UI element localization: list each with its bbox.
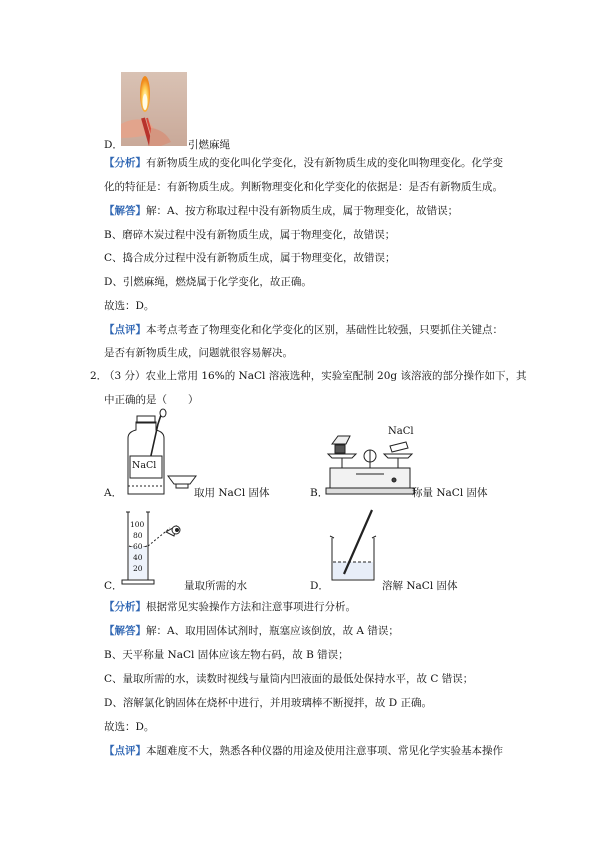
- answer-tag: 【解答】: [104, 205, 146, 217]
- comment-2-line1: 【点评】本题难度不大，熟悉各种仪器的用途及使用注意事项、常见化学实验基本操作: [104, 745, 503, 757]
- option-letter-a: A．: [104, 487, 123, 499]
- option-letter-d2: D．: [310, 580, 329, 592]
- answer-2-line3: C、量取所需的水，读数时视线与量筒内凹液面的最低处保持水平，故 C 错误；: [104, 673, 474, 685]
- figure-option-c: [120, 506, 192, 586]
- comment-tag: 【点评】: [104, 324, 146, 336]
- option-letter-b: B．: [310, 487, 329, 499]
- question-2-line2: 中正确的是（ ）: [104, 394, 199, 406]
- cylinder-tick-60: 60: [133, 542, 143, 551]
- option-caption-d: 引燃麻绳: [188, 139, 230, 151]
- analysis-1-line2: 化的特征是：有新物质生成。判断物理变化和化学变化的依据是：是否有新物质生成。: [104, 181, 503, 193]
- cylinder-tick-80: 80: [133, 531, 143, 540]
- burning-rope-photo: [121, 72, 187, 146]
- figure-option-d: [326, 506, 382, 586]
- answer-2-line2: B、天平称量 NaCl 固体应该左物右码，故 B 错误；: [104, 649, 349, 661]
- answer-2-line1: 【解答】解：A、取用固体试剂时，瓶塞应该倒放，故 A 错误；: [104, 625, 399, 637]
- comment-1-line1: 【点评】本考点考查了物理变化和化学变化的区别，基础性比较强，只要抓住关键点：: [104, 324, 503, 336]
- comment-1-line2: 是否有新物质生成，问题就很容易解决。: [104, 347, 293, 359]
- comment-2-tag: 【点评】: [104, 745, 146, 757]
- figure-option-a: [118, 408, 200, 498]
- answer-1-line2: B、磨碎木炭过程中没有新物质生成，属于物理变化，故错误；: [104, 229, 396, 241]
- option-letter-d: D．: [104, 139, 123, 151]
- cylinder-tick-40: 40: [133, 553, 143, 562]
- answer-2-tag: 【解答】: [104, 625, 146, 637]
- figure-option-b: [322, 422, 418, 498]
- analysis-1-line1: 【分析】有新物质生成的变化叫化学变化，没有新物质生成的变化叫物理变化。化学变: [104, 157, 503, 169]
- answer-2-choice: 故选：D。: [104, 721, 155, 733]
- option-caption-c: 量取所需的水: [184, 580, 247, 592]
- nacl-weigh-label: NaCl: [388, 426, 414, 437]
- answer-1-line4: D、引燃麻绳，燃烧属于化学变化，故正确。: [104, 276, 312, 288]
- question-2-line1: （3 分）农业上常用 16%的 NaCl 溶液选种，实验室配制 20g 该溶液的部分操作如下，其: [104, 370, 527, 382]
- cylinder-tick-100: 100: [130, 520, 145, 529]
- option-caption-b: 称量 NaCl 固体: [412, 487, 488, 499]
- option-caption-a: 取用 NaCl 固体: [194, 487, 270, 499]
- answer-1-line1: 【解答】解：A、按方称取过程中没有新物质生成，属于物理变化，故错误；: [104, 205, 459, 217]
- analysis-2-line1: 【分析】根据常见实验操作方法和注意事项进行分析。: [104, 601, 356, 613]
- cylinder-tick-20: 20: [133, 564, 143, 573]
- answer-1-line3: C、捣合成分过程中没有新物质生成，属于物理变化，故错误；: [104, 252, 396, 264]
- answer-2-line4: D、溶解氯化钠固体在烧杯中进行，并用玻璃棒不断搅拌，故 D 正确。: [104, 697, 433, 709]
- question-2-number: 2．: [90, 370, 108, 382]
- answer-1-choice: 故选：D。: [104, 300, 155, 312]
- nacl-bottle-label: NaCl: [132, 460, 157, 471]
- option-caption-d2: 溶解 NaCl 固体: [382, 580, 458, 592]
- analysis-2-tag: 【分析】: [104, 601, 146, 613]
- analysis-tag: 【分析】: [104, 157, 146, 169]
- option-letter-c: C．: [104, 580, 123, 592]
